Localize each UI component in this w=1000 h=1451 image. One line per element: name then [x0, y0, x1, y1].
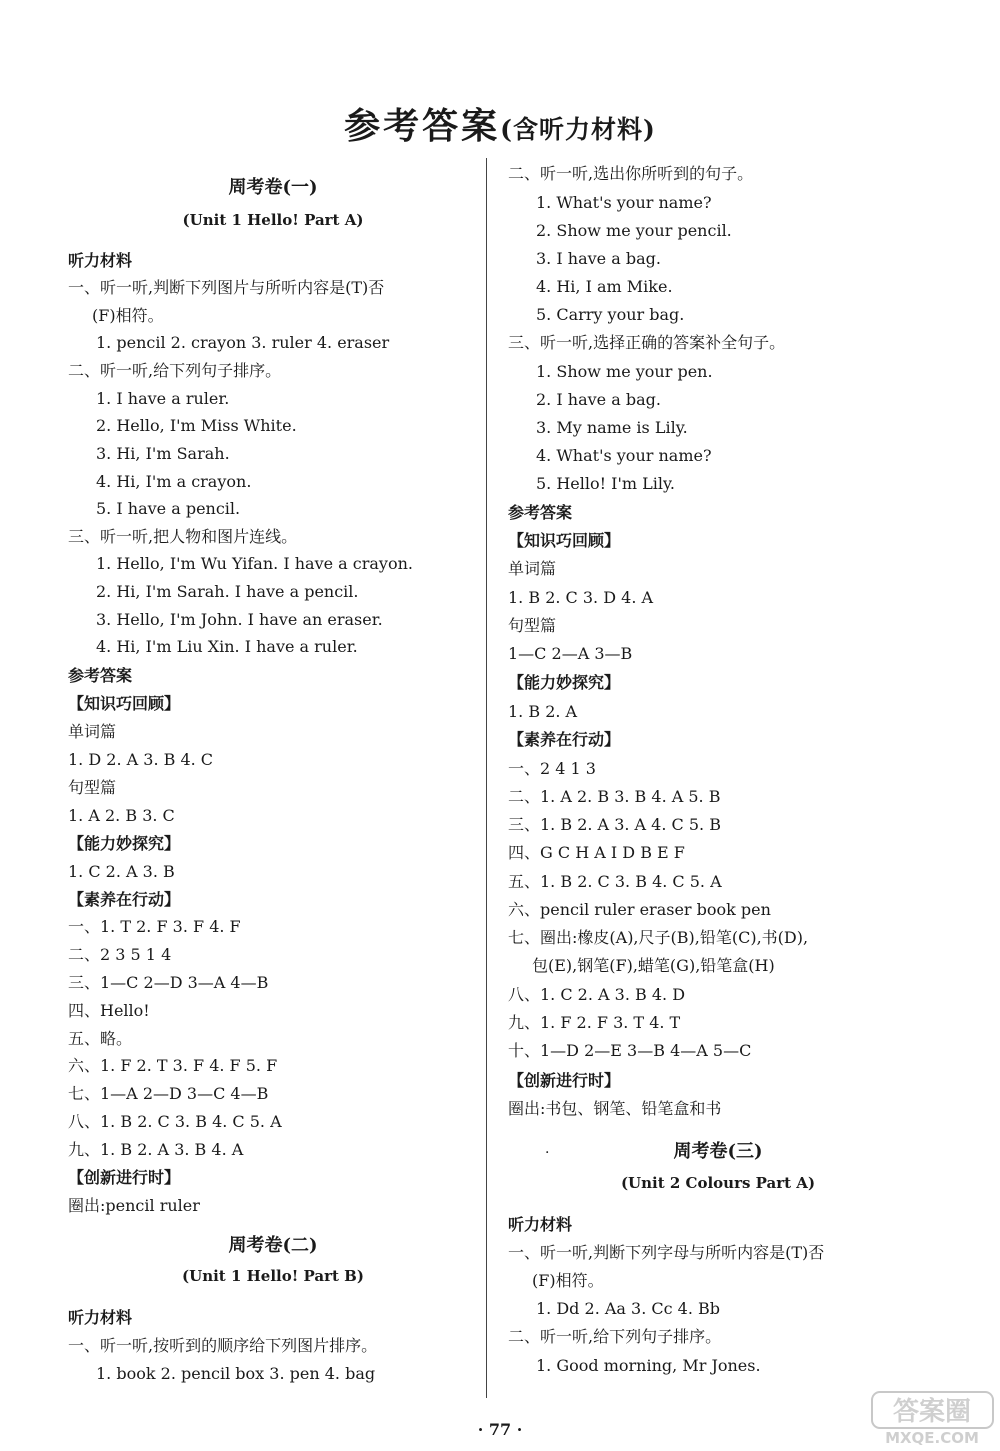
listening-label: 听力材料: [508, 1215, 573, 1234]
text-line: (F)相符。: [92, 306, 164, 325]
text-line: 七、1—A 2—D 3—C 4—B: [68, 1084, 269, 1103]
text-line: 包(E),钢笔(F),蜡笔(G),铅笔盒(H): [532, 956, 775, 975]
text-line: 5. Carry your bag.: [536, 305, 685, 324]
text-line: 1. D 2. A 3. B 4. C: [68, 750, 214, 769]
text-line: 四、Hello!: [68, 1001, 150, 1020]
text-line: 七、圈出:橡皮(A),尺子(B),铅笔(C),书(D),: [508, 928, 809, 947]
section-title-3: 周考卷(三): [673, 1141, 763, 1162]
section-subtitle-2: (Unit 1 Hello! Part B): [182, 1267, 364, 1285]
text-line: 圈出:pencil ruler: [68, 1196, 200, 1215]
text-line: 四、G C H A I D B E F: [508, 843, 685, 862]
text-line: 1. Show me your pen.: [536, 362, 713, 381]
text-line: 4. What's your name?: [536, 446, 712, 465]
answer-heading: 【素养在行动】: [68, 890, 181, 909]
text-line: 一、1. T 2. F 3. F 4. F: [68, 917, 241, 936]
text-line: 九、1. F 2. F 3. T 4. T: [508, 1013, 681, 1032]
text-line: 六、1. F 2. T 3. F 4. F 5. F: [68, 1056, 278, 1075]
title-sub: (含听力材料): [500, 115, 656, 144]
text-line: 五、略。: [68, 1029, 133, 1048]
text-line: 4. Hi, I am Mike.: [536, 277, 673, 296]
text-line: 3. I have a bag.: [536, 249, 661, 268]
text-line: 2. Hello, I'm Miss White.: [96, 416, 297, 435]
stray-dot: ·: [545, 1145, 550, 1161]
text-line: 六、pencil ruler eraser book pen: [508, 900, 771, 919]
question-heading: 一、听一听,判断下列图片与所听内容是(T)否: [68, 278, 385, 297]
watermark-logo: [870, 1390, 995, 1446]
text-line: 八、1. B 2. C 3. B 4. C 5. A: [68, 1112, 282, 1131]
text-line: 五、1. B 2. C 3. B 4. C 5. A: [508, 872, 722, 891]
column-divider: [486, 158, 487, 1398]
question-heading: 二、听一听,给下列句子排序。: [68, 361, 282, 380]
text-line: 1. pencil 2. crayon 3. ruler 4. eraser: [96, 333, 390, 352]
section-subtitle-1: (Unit 1 Hello! Part A): [182, 211, 364, 229]
answer-heading: 【知识巧回顾】: [508, 531, 621, 550]
text-line: 2. Hi, I'm Sarah. I have a pencil.: [96, 582, 359, 601]
answer-heading: 【素养在行动】: [508, 730, 621, 749]
answers-label: 参考答案: [508, 503, 573, 522]
svg-text:MXQE.COM: MXQE.COM: [885, 1429, 979, 1446]
text-line: 三、1—C 2—D 3—A 4—B: [68, 973, 269, 992]
text-line: 单词篇: [508, 559, 557, 578]
text-line: 1. A 2. B 3. C: [68, 806, 175, 825]
question-heading: 三、听一听,把人物和图片连线。: [68, 527, 298, 546]
page-number: · 77 ·: [477, 1420, 523, 1439]
text-line: 十、1—D 2—E 3—B 4—A 5—C: [508, 1041, 752, 1060]
text-line: 5. I have a pencil.: [96, 499, 241, 518]
text-line: 1. B 2. C 3. D 4. A: [508, 588, 654, 607]
section-title-1: 周考卷(一): [228, 177, 318, 198]
listening-label: 听力材料: [68, 1308, 133, 1327]
section-title-2: 周考卷(二): [228, 1235, 318, 1256]
text-line: 二、2 3 5 1 4: [68, 945, 172, 964]
text-line: 1. Dd 2. Aa 3. Cc 4. Bb: [536, 1299, 721, 1318]
text-line: 2. Show me your pencil.: [536, 221, 732, 240]
svg-text:答案圈: 答案圈: [892, 1397, 972, 1427]
text-line: 单词篇: [68, 722, 117, 741]
answer-heading: 【能力妙探究】: [508, 673, 621, 692]
section-subtitle-3: (Unit 2 Colours Part A): [620, 1174, 816, 1192]
text-line: 1. Good morning, Mr Jones.: [536, 1356, 761, 1375]
text-line: 3. Hi, I'm Sarah.: [96, 444, 230, 463]
text-line: 二、1. A 2. B 3. B 4. A 5. B: [508, 787, 721, 806]
text-line: 1. What's your name?: [536, 193, 712, 212]
text-line: 1—C 2—A 3—B: [508, 644, 633, 663]
answer-heading: 【创新进行时】: [68, 1168, 181, 1187]
text-line: 1. C 2. A 3. B: [68, 862, 175, 881]
question-heading: 二、听一听,给下列句子排序。: [508, 1327, 722, 1346]
text-line: 九、1. B 2. A 3. B 4. A: [68, 1140, 244, 1159]
text-line: (F)相符。: [532, 1271, 604, 1290]
question-heading: 一、听一听,判断下列字母与所听内容是(T)否: [508, 1243, 825, 1262]
answer-heading: 【知识巧回顾】: [68, 694, 181, 713]
text-line: 1. B 2. A: [508, 702, 578, 721]
text-line: 三、1. B 2. A 3. A 4. C 5. B: [508, 815, 721, 834]
question-heading: 一、听一听,按听到的顺序给下列图片排序。: [68, 1336, 378, 1355]
text-line: 1. book 2. pencil box 3. pen 4. bag: [96, 1364, 376, 1383]
answer-heading: 【创新进行时】: [508, 1071, 621, 1090]
listening-label: 听力材料: [68, 251, 133, 270]
text-line: 4. Hi, I'm a crayon.: [96, 472, 252, 491]
text-line: 1. I have a ruler.: [96, 389, 230, 408]
text-line: 句型篇: [68, 778, 117, 797]
text-line: 1. Hello, I'm Wu Yifan. I have a crayon.: [96, 554, 413, 573]
text-line: 一、2 4 1 3: [508, 759, 596, 778]
page-title: [0, 98, 1000, 149]
text-line: 5. Hello! I'm Lily.: [536, 474, 675, 493]
question-heading: 三、听一听,选择正确的答案补全句子。: [508, 333, 786, 352]
text-line: 2. I have a bag.: [536, 390, 661, 409]
text-line: 句型篇: [508, 616, 557, 635]
question-heading: 二、听一听,选出你所听到的句子。: [508, 164, 754, 183]
title-main: 参考答案: [344, 105, 501, 147]
text-line: 3. My name is Lily.: [536, 418, 688, 437]
text-line: 4. Hi, I'm Liu Xin. I have a ruler.: [96, 637, 358, 656]
answer-heading: 【能力妙探究】: [68, 834, 181, 853]
answers-label: 参考答案: [68, 666, 133, 685]
text-line: 圈出:书包、钢笔、铅笔盒和书: [508, 1099, 722, 1118]
text-line: 3. Hello, I'm John. I have an eraser.: [96, 610, 383, 629]
text-line: 八、1. C 2. A 3. B 4. D: [508, 985, 686, 1004]
